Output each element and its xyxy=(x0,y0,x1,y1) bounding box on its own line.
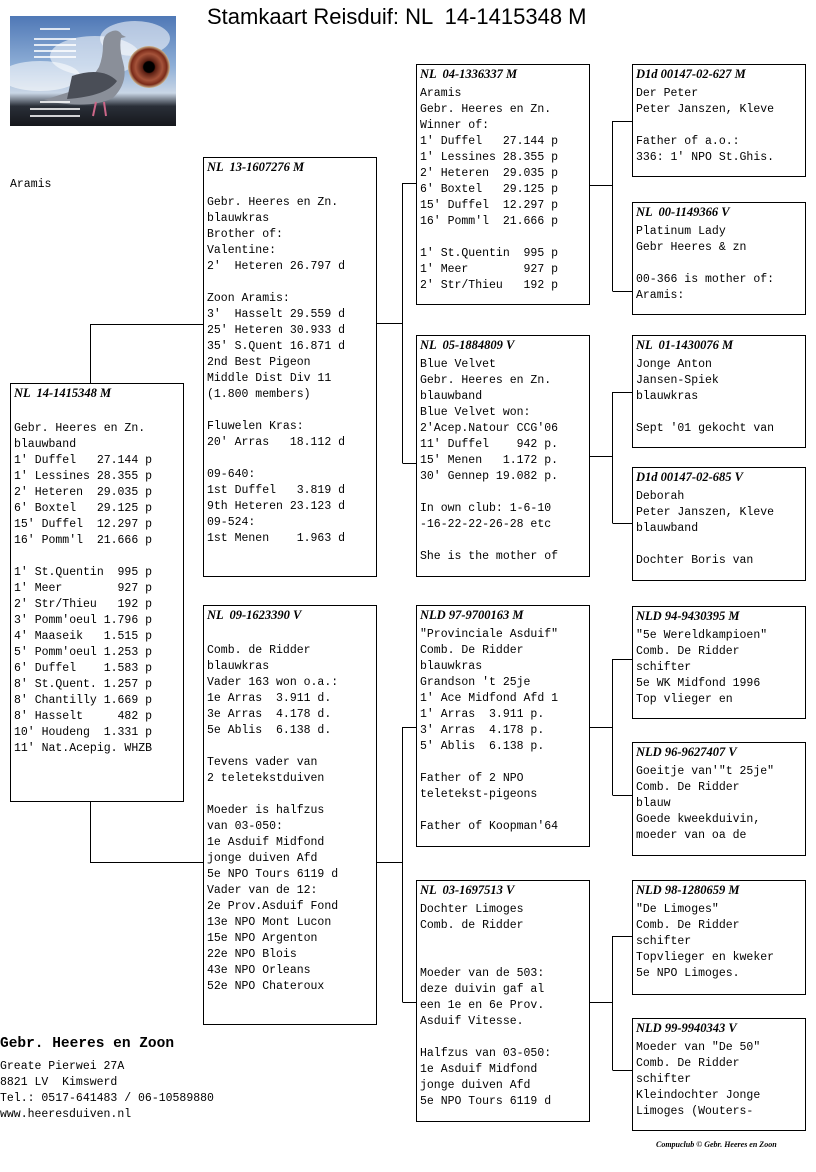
ring-number: D1d 00147-02-685 V xyxy=(636,470,743,484)
pedigree-line xyxy=(420,755,586,771)
pedigree-box-dam xyxy=(203,605,377,1025)
ring-number: NLD 99-9940343 V xyxy=(636,1021,737,1035)
pedigree-line xyxy=(207,403,373,419)
ring-number: NL 04-1336337 M xyxy=(420,67,518,81)
pedigree-line: teletekst-pigeons xyxy=(420,788,538,801)
ring-number: NLD 98-1280659 M xyxy=(636,883,740,897)
pedigree-line: Fluwelen Kras: xyxy=(207,420,304,433)
pedigree-line: Comb. de Ridder xyxy=(420,919,524,932)
pedigree-line: 09-640: xyxy=(207,468,256,481)
pedigree-line: Zoon Aramis: xyxy=(207,292,290,305)
ring-number: NL 01-1430076 M xyxy=(636,338,734,352)
pedigree-line: 8' Hasselt 482 p xyxy=(14,710,153,723)
pedigree-line: 8' St.Quent. 1.257 p xyxy=(14,678,153,691)
pedigree-line xyxy=(14,405,180,421)
pedigree-line: 2' Str/Thieu 192 p xyxy=(14,598,153,611)
pedigree-line: Dochter Boris van xyxy=(636,554,754,567)
pedigree-line: 2nd Best Pigeon xyxy=(207,356,311,369)
pedigree-line: 1' Meer 927 p xyxy=(14,582,153,595)
pedigree-line: 3' Hasselt 29.559 d xyxy=(207,308,346,321)
pedigree-line: Father of a.o.: xyxy=(636,135,740,148)
pedigree-line xyxy=(636,256,802,272)
ring-number: NLD 96-9627407 V xyxy=(636,745,737,759)
pedigree-box-sd-dam xyxy=(632,467,806,581)
pedigree-line: Middle Dist Div 11 xyxy=(207,372,332,385)
pedigree-box-sire-sire xyxy=(416,64,590,305)
pedigree-line xyxy=(420,230,586,246)
ring-number: NL 14-1415348 M xyxy=(14,386,112,400)
pedigree-line: blauw xyxy=(636,797,671,810)
pedigree-line: Comb. de Ridder xyxy=(207,644,311,657)
pedigree-line: In own club: 1-6-10 xyxy=(420,502,552,515)
pedigree-line: 1' Ace Midfond Afd 1 xyxy=(420,692,559,705)
pedigree-line: 2'Acep.Natour CCG'06 xyxy=(420,422,559,435)
pedigree-box-ss-dam xyxy=(632,202,806,315)
ring-number: NL 03-1697513 V xyxy=(420,883,515,897)
page-title: Stamkaart Reisduif: NL 14-1415348 M xyxy=(207,4,587,29)
pedigree-line: 9th Heteren 23.123 d xyxy=(207,500,346,513)
ring-number: NLD 97-9700163 M xyxy=(420,608,524,622)
pedigree-line: 15' Duffel 12.297 p xyxy=(14,518,153,531)
pedigree-line: 16' Pomm'l 21.666 p xyxy=(14,534,153,547)
pedigree-line: Jansen-Spiek xyxy=(636,374,719,387)
pedigree-line: Father of Koopman'64 xyxy=(420,820,559,833)
pedigree-line: "De Limoges" xyxy=(636,903,719,916)
pedigree-line: Winner of: xyxy=(420,119,490,132)
pedigree-box-sire xyxy=(203,157,377,577)
pedigree-line: 15e NPO Argenton xyxy=(207,932,318,945)
pedigree-line: Asduif Vitesse. xyxy=(420,1015,524,1028)
pedigree-line: 1e Arras 3.911 d. xyxy=(207,692,332,705)
pedigree-line: Dochter Limoges xyxy=(420,903,524,916)
pedigree-line: Blue Velvet won: xyxy=(420,406,531,419)
pedigree-line: 1' Duffel 27.144 p xyxy=(14,454,153,467)
pedigree-line: 5e WK Midfond 1996 xyxy=(636,677,761,690)
pedigree-line: 1st Duffel 3.819 d xyxy=(207,484,346,497)
pedigree-line: She is the mother of xyxy=(420,550,559,563)
pedigree-line: Deborah xyxy=(636,490,685,503)
pedigree-line: Gebr Heeres & zn xyxy=(636,241,747,254)
pedigree-line: Peter Janszen, Kleve xyxy=(636,103,775,116)
pedigree-line: Moeder van de 503: xyxy=(420,967,545,980)
pedigree-line: 1e Asduif Midfond xyxy=(207,836,325,849)
ring-number: NL 00-1149366 V xyxy=(636,205,730,219)
pedigree-line: Moeder is halfzus xyxy=(207,804,325,817)
ring-number: NL 05-1884809 V xyxy=(420,338,515,352)
pedigree-line: Gebr. Heeres en Zn. xyxy=(420,374,552,387)
pedigree-line: 2' Heteren 26.797 d xyxy=(207,260,346,273)
pedigree-line xyxy=(207,627,373,643)
pedigree-line: 2' Heteren 29.035 p xyxy=(14,486,153,499)
pedigree-line: 52e NPO Chateroux xyxy=(207,980,325,993)
pedigree-line: Goeitje van'"t 25je" xyxy=(636,765,775,778)
pedigree-line: 1' Duffel 27.144 p xyxy=(420,135,559,148)
pedigree-line: Brother of: xyxy=(207,228,283,241)
pedigree-line: moeder van oa de xyxy=(636,829,747,842)
subject-name: Aramis xyxy=(10,178,52,191)
pedigree-box-ds-dam xyxy=(632,742,806,856)
pedigree-line: 1e Asduif Midfond xyxy=(420,1063,538,1076)
pedigree-line xyxy=(420,934,586,950)
breeder-name: Gebr. Heeres en Zoon xyxy=(0,1036,175,1052)
copyright-notice: Compuclub © Gebr. Heeres en Zoon xyxy=(656,1140,777,1149)
pedigree-line: 5' Pomm'oeul 1.253 p xyxy=(14,646,153,659)
pedigree-line: Valentine: xyxy=(207,244,277,257)
pedigree-line: 5' Ablis 6.138 p. xyxy=(420,740,545,753)
pedigree-line: 3e Arras 4.178 d. xyxy=(207,708,332,721)
pedigree-box-sd-sire xyxy=(632,335,806,448)
pedigree-box-dd-dam xyxy=(632,1018,806,1131)
pedigree-line xyxy=(636,118,802,134)
pedigree-line: 1' Lessines 28.355 p xyxy=(420,151,559,164)
pedigree-line: 5e NPO Tours 6119 d xyxy=(207,868,339,881)
pedigree-line xyxy=(420,533,586,549)
breeder-city: 8821 LV Kimswerd xyxy=(0,1076,118,1089)
pedigree-line: Comb. De Ridder xyxy=(636,645,740,658)
pedigree-box-ss-sire xyxy=(632,64,806,177)
pedigree-line: 10' Houdeng 1.331 p xyxy=(14,726,153,739)
pedigree-line: blauwband xyxy=(636,522,699,535)
pedigree-line: Jonge Anton xyxy=(636,358,712,371)
pedigree-line: blauwband xyxy=(420,390,483,403)
pedigree-line: Grandson 't 25je xyxy=(420,676,531,689)
pedigree-line: blauwkras xyxy=(420,660,483,673)
pedigree-line: -16-22-22-26-28 etc xyxy=(420,518,552,531)
breeder-street: Greate Pierwei 27A xyxy=(0,1060,125,1073)
pedigree-line: blauwkras xyxy=(207,660,270,673)
ring-number: NL 13-1607276 M xyxy=(207,160,305,174)
pedigree-line: 5e NPO Tours 6119 d xyxy=(420,1095,552,1108)
pedigree-line: 1' St.Quentin 995 p xyxy=(420,247,559,260)
pedigree-line: 6' Duffel 1.583 p xyxy=(14,662,153,675)
pedigree-line: Goede kweekduivin, xyxy=(636,813,761,826)
pedigree-line xyxy=(636,405,802,421)
pedigree-box-ds-sire xyxy=(632,606,806,719)
pedigree-line: "5e Wereldkampioen" xyxy=(636,629,768,642)
pedigree-line: Top vlieger en xyxy=(636,693,733,706)
pedigree-box-dam-dam xyxy=(416,880,590,1122)
pedigree-line: Gebr. Heeres en Zn. xyxy=(420,103,552,116)
pedigree-line: Kleindochter Jonge xyxy=(636,1089,761,1102)
pedigree-line: blauwkras xyxy=(636,390,699,403)
pedigree-line: 11' Nat.Acepig. WHZB xyxy=(14,742,153,755)
pedigree-line: 00-366 is mother of: xyxy=(636,273,775,286)
pedigree-line: van 03-050: xyxy=(207,820,283,833)
pedigree-line: 1' Lessines 28.355 p xyxy=(14,470,153,483)
pedigree-line: deze duivin gaf al xyxy=(420,983,545,996)
pedigree-box-dd-sire xyxy=(632,880,806,995)
pedigree-line: schifter xyxy=(636,935,692,948)
pedigree-line: 3' Pomm'oeul 1.796 p xyxy=(14,614,153,627)
pedigree-line: jonge duiven Afd xyxy=(207,852,318,865)
pedigree-line xyxy=(420,803,586,819)
pedigree-line: 8' Chantilly 1.669 p xyxy=(14,694,153,707)
pedigree-box-subject xyxy=(10,383,184,802)
pedigree-line xyxy=(636,537,802,553)
pedigree-line: 5e NPO Limoges. xyxy=(636,967,740,980)
pedigree-line xyxy=(14,549,180,565)
pedigree-line: 25' Heteren 30.933 d xyxy=(207,324,346,337)
pedigree-line: Gebr. Heeres en Zn. xyxy=(207,196,339,209)
pedigree-line: Moeder van "De 50" xyxy=(636,1041,761,1054)
pedigree-line: Comb. De Ridder xyxy=(636,1057,740,1070)
pedigree-line: Comb. De Ridder xyxy=(420,644,524,657)
pedigree-line: 1' St.Quentin 995 p xyxy=(14,566,153,579)
pedigree-line: 6' Boxtel 29.125 p xyxy=(420,183,559,196)
pedigree-line: blauwband xyxy=(14,438,77,451)
pedigree-line: Halfzus van 03-050: xyxy=(420,1047,552,1060)
pedigree-line: Blue Velvet xyxy=(420,358,496,371)
pedigree-line: 13e NPO Mont Lucon xyxy=(207,916,332,929)
pedigree-line: een 1e en 6e Prov. xyxy=(420,999,545,1012)
pedigree-line: Gebr. Heeres en Zn. xyxy=(14,422,146,435)
pedigree-line: 35' S.Quent 16.871 d xyxy=(207,340,346,353)
pedigree-box-dam-sire xyxy=(416,605,590,847)
pedigree-line: Comb. De Ridder xyxy=(636,919,740,932)
breeder-website[interactable]: www.heeresduiven.nl xyxy=(0,1108,132,1121)
ring-number: NL 09-1623390 V xyxy=(207,608,302,622)
pedigree-line xyxy=(207,179,373,195)
pedigree-line xyxy=(420,1030,586,1046)
pedigree-line: 2' Heteren 29.035 p xyxy=(420,167,559,180)
pedigree-line xyxy=(420,485,586,501)
pedigree-line: Sept '01 gekocht van xyxy=(636,422,775,435)
pedigree-line: Vader 163 won o.a.: xyxy=(207,676,339,689)
ring-number: D1d 00147-02-627 M xyxy=(636,67,746,81)
pedigree-line: 2e Prov.Asduif Fond xyxy=(207,900,339,913)
pedigree-line: Platinum Lady xyxy=(636,225,726,238)
pedigree-line: Vader van de 12: xyxy=(207,884,318,897)
pedigree-line: 09-524: xyxy=(207,516,256,529)
pedigree-line: jonge duiven Afd xyxy=(420,1079,531,1092)
breeder-phone: Tel.: 0517-641483 / 06-10589880 xyxy=(0,1092,214,1105)
pedigree-line: 30' Gennep 19.082 p. xyxy=(420,470,559,483)
ring-number: NLD 94-9430395 M xyxy=(636,609,740,623)
pedigree-box-sire-dam xyxy=(416,335,590,577)
pedigree-line: 4' Maaseik 1.515 p xyxy=(14,630,153,643)
pedigree-line: 3' Arras 4.178 p. xyxy=(420,724,545,737)
pedigree-line: 20' Arras 18.112 d xyxy=(207,436,346,449)
pedigree-line: Topvlieger en kweker xyxy=(636,951,775,964)
pedigree-line: Limoges (Wouters- xyxy=(636,1105,754,1118)
pedigree-line xyxy=(207,739,373,755)
pedigree-line xyxy=(420,950,586,966)
pedigree-line: Aramis: xyxy=(636,289,685,302)
pedigree-line: "Provinciale Asduif" xyxy=(420,628,559,641)
pedigree-line: 6' Boxtel 29.125 p xyxy=(14,502,153,515)
pedigree-line xyxy=(207,787,373,803)
pedigree-line xyxy=(207,275,373,291)
pedigree-line: schifter xyxy=(636,1073,692,1086)
pedigree-line: 22e NPO Blois xyxy=(207,948,297,961)
pedigree-line: 16' Pomm'l 21.666 p xyxy=(420,215,559,228)
pedigree-line: 336: 1' NPO St.Ghis. xyxy=(636,151,775,164)
pedigree-line: 1' Meer 927 p xyxy=(420,263,559,276)
pedigree-line: Father of 2 NPO xyxy=(420,772,524,785)
pedigree-line: 1st Menen 1.963 d xyxy=(207,532,346,545)
pedigree-line: Der Peter xyxy=(636,87,699,100)
pedigree-line xyxy=(207,451,373,467)
pedigree-line: 1' Arras 3.911 p. xyxy=(420,708,545,721)
pedigree-line: schifter xyxy=(636,661,692,674)
pedigree-line: 15' Duffel 12.297 p xyxy=(420,199,559,212)
pedigree-line: Aramis xyxy=(420,87,462,100)
pedigree-line: Comb. De Ridder xyxy=(636,781,740,794)
pedigree-line: Peter Janszen, Kleve xyxy=(636,506,775,519)
pedigree-line: blauwkras xyxy=(207,212,270,225)
pedigree-line: 2' Str/Thieu 192 p xyxy=(420,279,559,292)
pedigree-line: 43e NPO Orleans xyxy=(207,964,311,977)
pedigree-line: Tevens vader van xyxy=(207,756,318,769)
pedigree-line: 11' Duffel 942 p. xyxy=(420,438,559,451)
pedigree-line: 5e Ablis 6.138 d. xyxy=(207,724,332,737)
pedigree-line: 2 teletekstduiven xyxy=(207,772,325,785)
pedigree-line: 15' Menen 1.172 p. xyxy=(420,454,559,467)
pedigree-line: (1.800 members) xyxy=(207,388,311,401)
